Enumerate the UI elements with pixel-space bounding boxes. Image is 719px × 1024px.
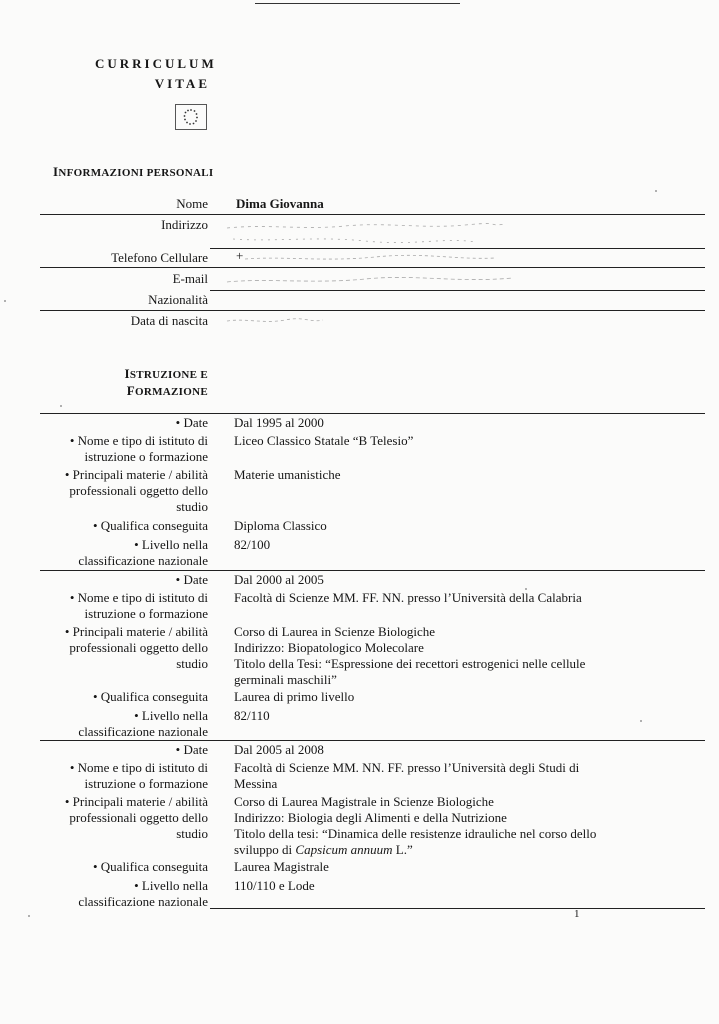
entry-rule: [40, 570, 705, 571]
entry-qualifica: Laurea Magistrale: [234, 859, 329, 874]
entry-date: Dal 2005 al 2008: [234, 742, 324, 757]
label-istituto: • Nome e tipo di istituto di istruzione o formazione: [69, 590, 208, 621]
eu-flag-icon: [175, 104, 207, 130]
label-date: • Date: [175, 572, 208, 587]
redacted-scribble: [225, 273, 515, 287]
redacted-scribble: [225, 233, 515, 247]
cv-title-line2: VITAE: [154, 76, 210, 91]
label-data-nascita: Data di nascita: [130, 313, 208, 328]
entry-rule: [40, 740, 705, 741]
label-qualifica: • Qualifica conseguita: [92, 518, 208, 533]
redacted-scribble: [225, 220, 515, 234]
education-section-heading: ISTRUZIONE E FORMAZIONE: [124, 366, 208, 398]
entry-qualifica: Laurea di primo livello: [234, 689, 355, 704]
label-date: • Date: [175, 742, 208, 757]
row-rule: [40, 267, 705, 268]
row-rule: [40, 310, 705, 311]
label-livello: • Livello nella classificazione nazionale: [78, 708, 208, 739]
label-indirizzo: Indirizzo: [161, 217, 208, 232]
entry-istituto: Facoltà di Scienze MM. NN. FF. presso l’Università degli Studi di Messina: [234, 760, 580, 791]
entry-livello: 82/100: [234, 537, 271, 552]
personal-section-heading: INFORMAZIONI PERSONALI: [53, 164, 214, 179]
redacted-scribble: [225, 252, 515, 266]
label-telefono: Telefono Cellulare: [111, 250, 208, 265]
redacted-scribble: [225, 314, 325, 328]
value-nome: Dima Giovanna: [236, 196, 324, 211]
label-nome: Nome: [176, 196, 208, 211]
entry-istituto: Facoltà di Scienze MM. FF. NN. presso l’Università della Calabria: [234, 590, 582, 605]
row-rule: [210, 248, 705, 249]
top-rule: [255, 3, 460, 4]
label-date: • Date: [175, 415, 208, 430]
label-email: E-mail: [172, 271, 208, 286]
entry-livello: 110/110 e Lode: [234, 878, 315, 893]
label-istituto: • Nome e tipo di istituto di istruzione o formazione: [69, 433, 208, 464]
row-rule: [40, 214, 705, 215]
cv-title-line1: CURRICULUM: [95, 56, 217, 71]
entry-rule: [210, 908, 705, 909]
row-rule: [210, 290, 705, 291]
label-materie: • Principali materie / abilità professionali oggetto dello studio: [64, 624, 208, 671]
page-number: 1: [574, 908, 580, 920]
entry-materie: Materie umanistiche: [234, 467, 341, 482]
value-telefono: +: [236, 248, 244, 263]
section-rule: [40, 413, 705, 414]
entry-istituto: Liceo Classico Statale “B Telesio”: [234, 433, 414, 448]
label-istituto: • Nome e tipo di istituto di istruzione o formazione: [69, 760, 208, 791]
entry-qualifica: Diploma Classico: [234, 518, 327, 533]
label-qualifica: • Qualifica conseguita: [92, 689, 208, 704]
label-livello: • Livello nella classificazione nazionale: [78, 878, 208, 909]
entry-materie: Corso di Laurea Magistrale in Scienze Biologiche Indirizzo: Biologia degli Alimenti e della Nutrizione Titolo della tesi: “Dinamica delle resistenze idrauliche nel corso dello sviluppo di Capsicum annuum L.”: [234, 794, 597, 857]
label-qualifica: • Qualifica conseguita: [92, 859, 208, 874]
label-livello: • Livello nella classificazione nazionale: [78, 537, 208, 568]
label-materie: • Principali materie / abilità professionali oggetto dello studio: [64, 467, 208, 514]
entry-date: Dal 1995 al 2000: [234, 415, 324, 430]
label-materie: • Principali materie / abilità professionali oggetto dello studio: [64, 794, 208, 841]
entry-materie: Corso di Laurea in Scienze Biologiche Indirizzo: Biopatologico Molecolare Titolo della Tesi: “Espressione dei recettori estrogenici nelle cellule germinali maschili”: [234, 624, 586, 687]
label-nazionalita: Nazionalità: [148, 292, 208, 307]
entry-livello: 82/110: [234, 708, 270, 723]
entry-date: Dal 2000 al 2005: [234, 572, 324, 587]
